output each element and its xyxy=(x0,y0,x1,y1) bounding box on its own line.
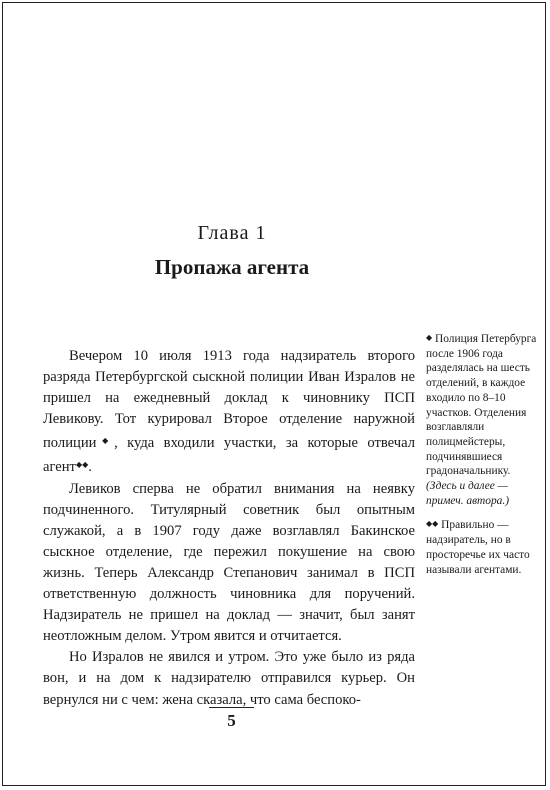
side-note-1-mark: ◆ xyxy=(426,333,433,342)
chapter-heading xyxy=(3,221,461,279)
paragraph-1 xyxy=(43,346,415,479)
footnote-mark-1: ◆ xyxy=(96,436,115,446)
paragraph-1-end: . xyxy=(88,459,92,476)
side-note-2-text: Правильно — надзиратель, но в просторечье их часто называли агентами. xyxy=(426,519,530,576)
paragraph-1-continuation: , куда входили участки, за которые отвечал агент xyxy=(43,435,415,476)
book-page xyxy=(2,2,546,786)
side-note-1-author-remark: (Здесь и далее — примеч. автора.) xyxy=(426,480,509,507)
paragraph-3: Но Изралов не явился и утром. Это уже было из ряда вон, и на дом к надзирателю отправился курьер. Он вернулся ни с чем: жена сказала, что сама беспоко- xyxy=(43,649,415,708)
side-note-2 xyxy=(426,517,538,577)
paragraph-1-text: Вечером 10 июля 1913 года надзиратель второго разряда Петербургской сыскной полиции Иван Изралов не пришел на ежедневный доклад к чиновнику ПСП Левикову. Тот курировал Второе отделение наружной полиции xyxy=(43,348,415,452)
side-note-1-text: Полиция Петербурга после 1906 года разделялась на шесть отделений, в каждое входило по 8–10 участков. Отделения возглавляли полицмейстеры, подчинявшиеся градоначальнику. xyxy=(426,333,537,478)
footnote-mark-2: ◆◆ xyxy=(75,460,89,470)
chapter-title: Пропажа агента xyxy=(154,255,310,279)
main-text xyxy=(43,346,415,711)
side-note-1 xyxy=(426,331,538,508)
chapter-number: Глава 1 xyxy=(197,222,267,244)
page-number-rule xyxy=(209,707,254,708)
side-notes xyxy=(426,331,538,586)
paragraph-2: Левиков сперва не обратил внимания на неявку подчиненного. Титулярный советник был опытным служакой, а в 1907 году даже возглавлял Бакинское сыскное отделение, где пережил покушение на свою жизнь. Теперь Александр Степанович занимал в ПСП ответственную должность чиновника для поручений. Надзиратель не пришел на доклад — значит, был занят неотложным делом. Утром явится и отчитается. xyxy=(43,480,415,645)
page-number: 5 xyxy=(227,711,236,730)
side-note-2-mark: ◆◆ xyxy=(426,519,439,529)
